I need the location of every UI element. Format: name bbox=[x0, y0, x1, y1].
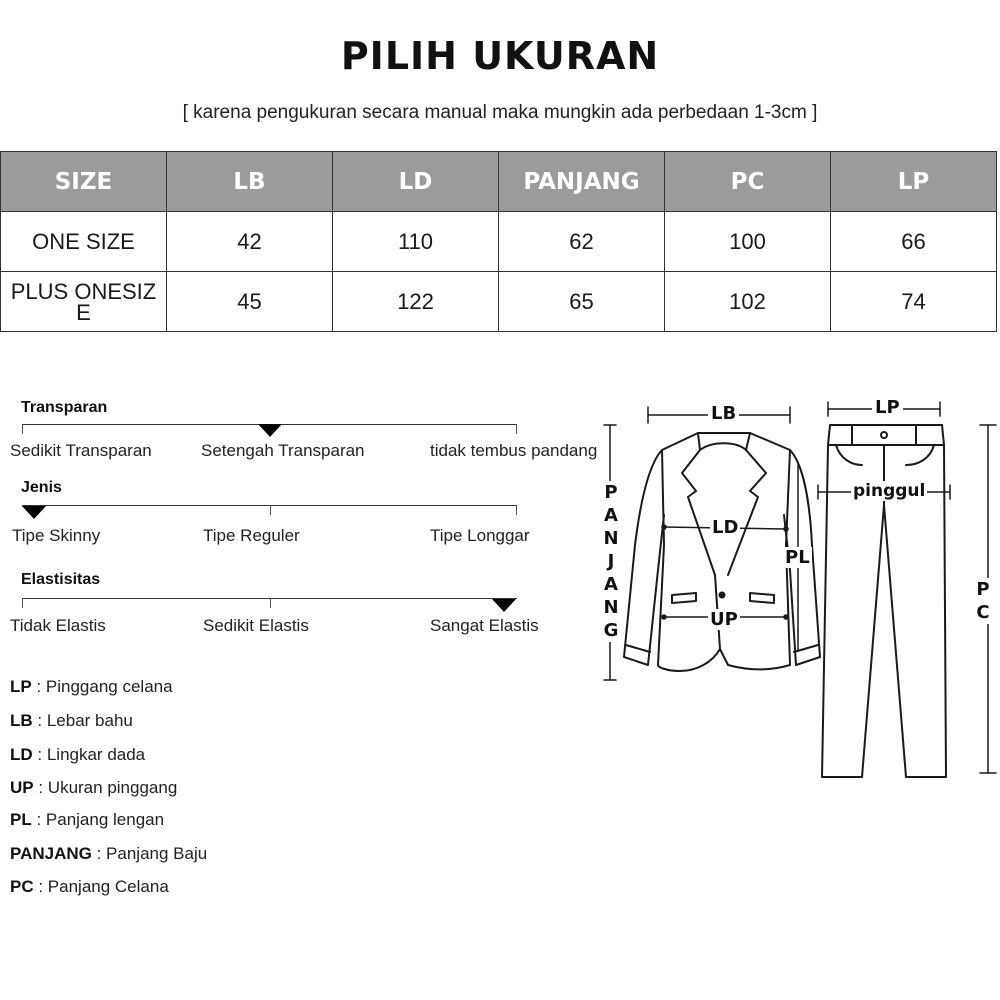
option-label: Tipe Skinny bbox=[12, 526, 101, 545]
selected-marker-transparan bbox=[258, 424, 282, 437]
page-title: PILIH UKURAN bbox=[340, 34, 660, 78]
table-cell: 65 bbox=[499, 272, 665, 332]
legend-item-lb bbox=[10, 711, 133, 731]
label-ld: LD bbox=[712, 517, 739, 538]
header-ld: LD bbox=[333, 152, 499, 212]
legend-code: LD bbox=[10, 745, 33, 764]
selected-marker-elastisitas bbox=[492, 599, 516, 612]
label-pl: PL bbox=[785, 547, 810, 568]
table-cell: 110 bbox=[333, 212, 499, 272]
scale-tick bbox=[516, 424, 517, 434]
garment-diagram bbox=[600, 395, 1000, 915]
legend-desc: : Lingkar dada bbox=[32, 745, 146, 764]
label-lb: LB bbox=[708, 403, 739, 424]
scale-tick bbox=[516, 505, 517, 515]
jacket-dimension-lines bbox=[604, 407, 798, 680]
table-cell: 42 bbox=[167, 212, 333, 272]
legend-item-lp bbox=[10, 677, 173, 697]
label-pc: P C bbox=[973, 578, 993, 624]
size-table-header-row bbox=[1, 152, 997, 212]
table-cell: 66 bbox=[831, 212, 997, 272]
legend-item-ld bbox=[10, 745, 145, 765]
legend-desc: : Panjang lengan bbox=[31, 810, 165, 829]
table-cell: ONE SIZE bbox=[1, 212, 167, 272]
scale-title-transparan: Transparan bbox=[21, 399, 108, 416]
table-cell: PLUS ONESIZE bbox=[1, 272, 167, 332]
legend-desc: : Panjang Celana bbox=[33, 877, 169, 896]
option-label: Tipe Longgar bbox=[430, 526, 530, 545]
option-label: Sangat Elastis bbox=[430, 616, 539, 635]
legend-code: UP bbox=[10, 778, 34, 797]
legend-item-pl bbox=[10, 810, 164, 830]
legend-desc: : Pinggang celana bbox=[31, 677, 173, 696]
table-cell: 74 bbox=[831, 272, 997, 332]
label-lp: LP bbox=[872, 397, 903, 418]
table-row bbox=[1, 212, 997, 272]
size-table bbox=[0, 151, 997, 332]
table-cell: 102 bbox=[665, 272, 831, 332]
table-cell: 45 bbox=[167, 272, 333, 332]
header-size: SIZE bbox=[1, 152, 167, 212]
legend-code: PANJANG bbox=[10, 844, 92, 863]
header-lb: LB bbox=[167, 152, 333, 212]
page-subtitle: [ karena pengukuran secara manual maka mungkin ada perbedaan 1-3cm ] bbox=[182, 102, 818, 123]
legend-code: PL bbox=[10, 810, 32, 829]
legend-code: LP bbox=[10, 677, 32, 696]
scale-tick bbox=[270, 598, 271, 608]
scale-title-jenis: Jenis bbox=[21, 479, 62, 496]
legend-item-up bbox=[10, 778, 177, 798]
option-label: Sedikit Transparan bbox=[10, 441, 152, 460]
option-label: Tipe Reguler bbox=[203, 526, 300, 545]
legend-code: PC bbox=[10, 877, 34, 896]
label-panjang: P A N J A N G bbox=[601, 481, 621, 642]
table-cell: 122 bbox=[333, 272, 499, 332]
table-row bbox=[1, 272, 997, 332]
legend-desc: : Panjang Baju bbox=[91, 844, 208, 863]
legend-desc: : Lebar bahu bbox=[32, 711, 133, 730]
scale-tick bbox=[22, 598, 23, 608]
garment-illustration bbox=[600, 395, 1000, 915]
legend-item-panjang bbox=[10, 844, 207, 864]
option-label: tidak tembus pandang bbox=[430, 441, 598, 460]
label-up: UP bbox=[710, 609, 738, 630]
option-label: Setengah Transparan bbox=[201, 441, 365, 460]
table-cell: 62 bbox=[499, 212, 665, 272]
pants-illustration bbox=[822, 425, 946, 777]
scale-tick bbox=[270, 505, 271, 515]
legend-desc: : Ukuran pinggang bbox=[33, 778, 178, 797]
header-panjang: PANJANG bbox=[499, 152, 665, 212]
table-cell: 100 bbox=[665, 212, 831, 272]
selected-marker-jenis bbox=[22, 506, 46, 519]
label-pinggul: pinggul bbox=[853, 481, 926, 501]
legend-item-pc bbox=[10, 877, 169, 897]
option-label: Tidak Elastis bbox=[10, 616, 106, 635]
header-lp: LP bbox=[831, 152, 997, 212]
header-pc: PC bbox=[665, 152, 831, 212]
option-label: Sedikit Elastis bbox=[203, 616, 309, 635]
legend-code: LB bbox=[10, 711, 33, 730]
scale-title-elastisitas: Elastisitas bbox=[21, 571, 101, 588]
scale-tick bbox=[22, 424, 23, 434]
